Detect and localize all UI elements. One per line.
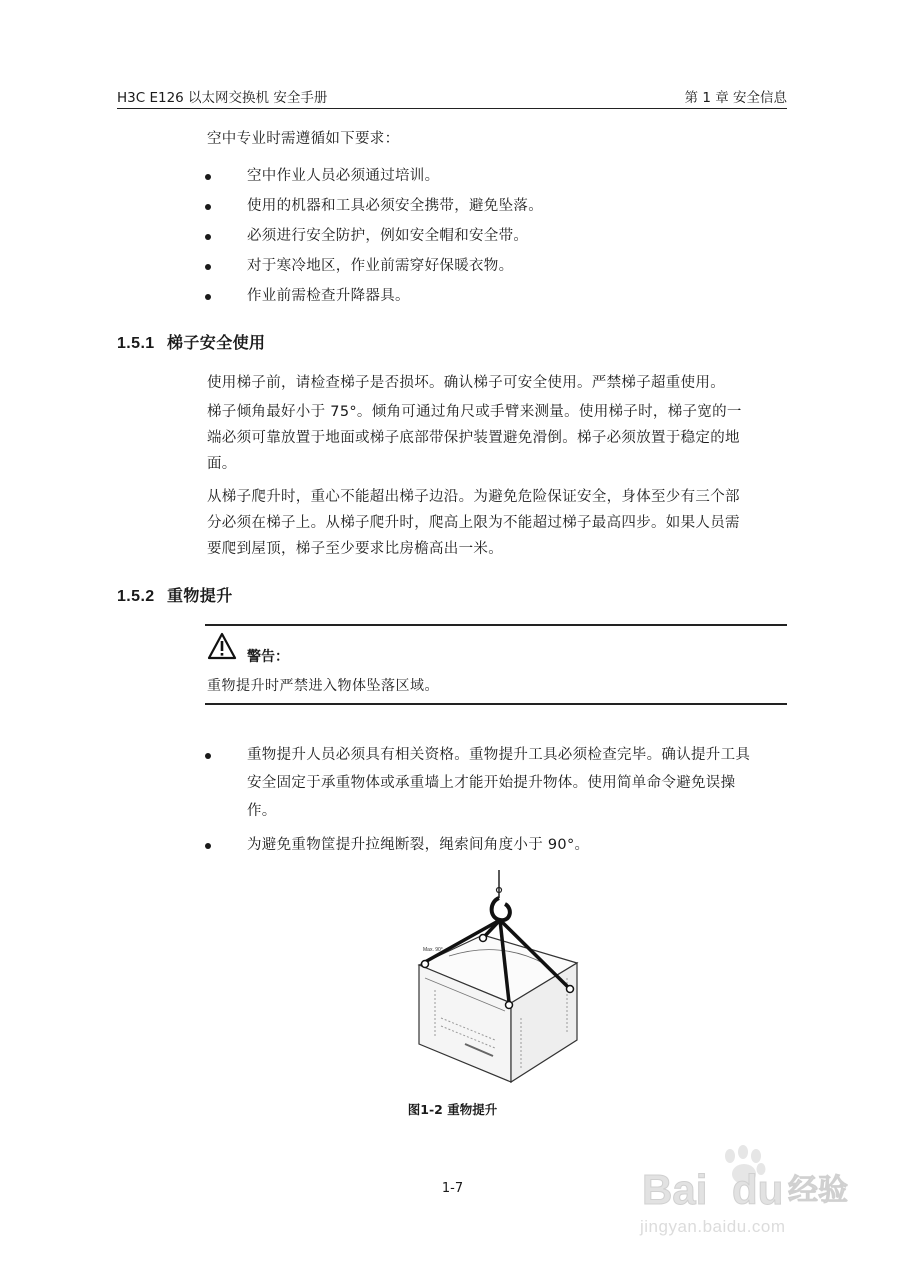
section-title: 梯子安全使用 [167,333,266,352]
section-heading-ladder [117,330,265,353]
angle-label: Max. 90° [423,947,443,953]
lifting-figure [405,868,585,1090]
section-title: 重物提升 [167,586,233,605]
bullet-icon [205,204,211,210]
svg-text:经验: 经验 [788,1173,848,1208]
paragraph: 从梯子爬升时，重心不能超出梯子边沿。为避免危险保证安全，身体至少有三个部 分必须在梯子上。从梯子爬升时，爬高上限为不能超过梯子最高四步。如果人员需 要爬到屋顶，梯子至少要求比房檐高出一米。 [207,489,740,557]
figure-caption: 图1-2 重物提升 [407,1102,498,1117]
warning-icon [207,632,237,660]
intro-text: 空中专业时需遵循如下要求： [207,131,400,147]
paragraph: 梯子倾角最好小于 75°。倾角可通过角尺或手臂来测量。使用梯子时，梯子宽的一 端必须可靠放置于地面或梯子底部带保护装置避免滑倒。梯子必须放置于稳定的地 面。 [207,404,742,472]
section-heading-lifting [117,583,233,606]
paragraph: 使用梯子前，请检查梯子是否损坏。确认梯子可安全使用。严禁梯子超重使用。 [207,375,725,391]
bullet-icon [205,753,211,759]
warning-top-rule [205,624,787,626]
bullet-icon [205,174,211,180]
list-item: 作业前需检查升降器具。 [205,283,790,310]
list-item: 对于寒冷地区，作业前需穿好保暖衣物。 [205,253,790,280]
bullet-icon [205,264,211,270]
header-chapter: 第 1 章 安全信息 [684,90,787,106]
warning-label: 警告： [247,649,289,665]
header-title: H3C E126 以太网交换机 安全手册 [117,90,328,106]
section-number: 1.5.2 [117,588,155,605]
list-item: 必须进行安全防护，例如安全帽和安全带。 [205,223,790,250]
baidu-watermark-logo [640,1138,860,1218]
svg-text:du: du [732,1166,784,1213]
page-number: 1-7 [441,1181,464,1196]
bullet-icon [205,234,211,240]
svg-text:Bai: Bai [642,1166,708,1213]
list-item: 重物提升人员必须具有相关资格。重物提升工具必须检查完毕。确认提升工具 安全固定于承重物体或承重墙上才能开始提升物体。使用简单命令避免误操 作。 [205,741,790,825]
warning-bottom-rule [205,703,787,705]
bullet-icon [205,294,211,300]
watermark-url: jingyan.baidu.com [640,1217,786,1236]
list-item: 使用的机器和工具必须安全携带，避免坠落。 [205,193,790,220]
section-number: 1.5.1 [117,335,155,352]
list-item: 为避免重物筐提升拉绳断裂，绳索间角度小于 90°。 [205,831,790,859]
header-divider [117,108,787,109]
warning-text: 重物提升时严禁进入物体坠落区域。 [207,678,439,694]
bullet-icon [205,843,211,849]
list-item: 空中作业人员必须通过培训。 [205,163,790,190]
